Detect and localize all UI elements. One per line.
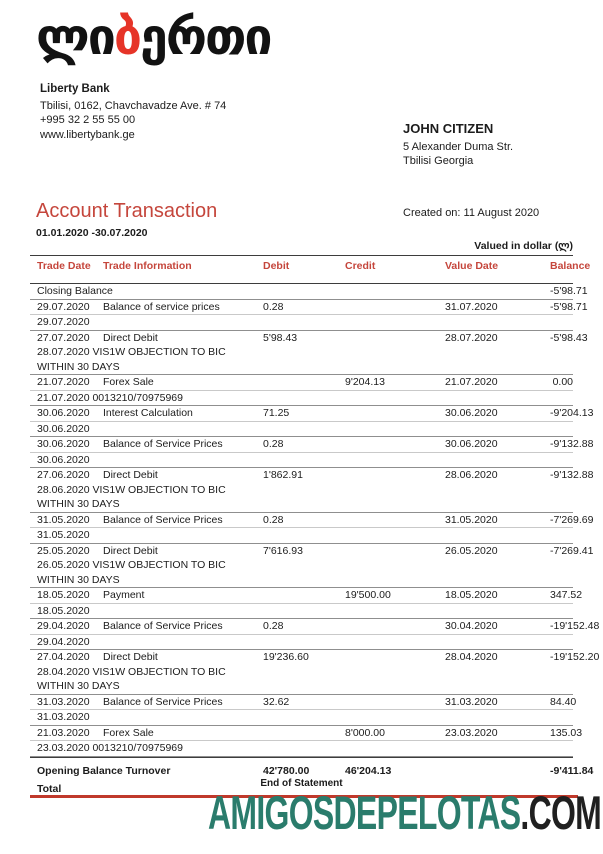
credit-cell [345,514,445,527]
transaction-continuation-line: 28.06.2020 VIS1W OBJECTION TO BIC [37,483,226,496]
value-date-cell: 31.05.2020 [445,513,498,526]
trade-date: 27.04.2020 [37,651,90,663]
bank-phone: +995 32 2 55 55 00 [40,114,136,126]
balance-cell: 0.00 [552,376,573,388]
footer-credit-total: 46'204.13 [345,764,392,777]
transaction-main-row [30,650,600,665]
balance-cell: -5'98.43 [550,331,588,344]
bank-website: www.libertybank.ge [40,128,135,141]
trade-info-cell [30,438,263,451]
debit-cell: 5'98.43 [263,331,298,344]
transaction-continuation-line: 23.03.2020 0013210/70975969 [37,742,183,754]
transaction-main-row [30,544,594,559]
trade-info-cell [30,514,263,527]
transaction-continuation-line: 29.04.2020 [37,635,90,648]
valued-in-label: Valued in dollar (ლ) [474,240,573,252]
credit-cell [345,301,445,314]
credit-cell: 19'500.00 [345,589,391,601]
header-value-date: Value Date [445,260,499,272]
balance-cell: -5'98.71 [550,285,588,297]
balance-cell: -5'98.71 [550,300,588,313]
liberty-bank-logo [36,6,271,68]
footer-label: Opening Balance Turnover [37,764,171,777]
transaction-row [30,284,588,300]
trade-date: 29.07.2020 [37,300,90,313]
transaction-main-row [30,331,588,346]
debit-cell: 7'616.93 [263,544,303,557]
trade-information: Balance of Service Prices [103,695,223,708]
header-balance: Balance [550,260,591,272]
trade-information: Direct Debit [103,651,158,663]
credit-cell [345,620,445,633]
transaction-continuation-line: 31.05.2020 [37,529,90,541]
trade-information: Forex Sale [103,726,154,739]
credit-cell [345,545,445,558]
watermark [207,786,601,839]
debit-cell [263,727,345,740]
trade-info-cell [30,545,263,558]
transaction-row [30,406,594,437]
value-date-cell: 28.07.2020 [445,331,498,344]
value-date-cell: 18.05.2020 [445,589,498,601]
watermark-com-text: .COM [520,786,601,839]
credit-cell: 9'204.13 [345,376,385,388]
balance-cell: 84.40 [550,695,577,708]
balance-cell: -7'269.41 [550,544,594,557]
trade-date: 31.03.2020 [37,695,90,708]
transaction-continuation-line: WITHIN 30 DAYS [37,680,120,692]
transaction-main-row [30,375,573,391]
transaction-main-row [30,468,594,483]
transaction-continuation-line: 31.03.2020 [37,711,90,723]
transaction-row [30,331,588,376]
footer-balance-total: -9'411.84 [550,764,594,777]
balance-cell: -9'132.88 [550,469,594,481]
transaction-main-row [30,619,600,635]
logo-text-red-letter: ბ [113,8,141,66]
balance-cell: -19'152.48 [550,620,600,632]
credit-cell [345,332,445,345]
transaction-row [30,437,594,468]
header-credit: Credit [345,260,376,272]
trade-info-cell [30,285,263,298]
transaction-main-row [30,588,583,604]
watermark-main-text: AMIGOSDEPELOTAS [207,786,521,839]
created-on: Created on: 11 August 2020 [403,207,540,219]
trade-info-cell [30,332,263,345]
trade-information: Direct Debit [103,544,158,557]
trade-date: 18.05.2020 [37,589,90,601]
trade-date: 27.06.2020 [37,469,90,481]
transaction-row [30,513,594,544]
transactions-table [30,255,600,796]
value-date-cell: 26.05.2020 [445,544,498,557]
debit-cell: 71.25 [263,407,290,419]
transaction-row [30,468,594,513]
value-date-cell: 30.04.2020 [445,620,498,632]
bank-address: Tbilisi, 0162, Chavchavadze Ave. # 74 [40,99,227,112]
trade-info-cell [30,589,263,602]
credit-cell [345,469,445,482]
transaction-row [30,726,583,757]
transaction-continuation-line: 30.06.2020 [37,422,90,435]
debit-cell [263,376,345,389]
trade-date: 21.03.2020 [37,726,90,739]
trade-information: Balance of Service Prices [103,513,223,526]
transaction-main-row [30,406,594,422]
balance-cell: -9'132.88 [550,438,594,450]
trade-information: Interest Calculation [103,407,193,419]
value-date-cell: 23.03.2020 [445,726,498,739]
footer-value-date-empty [445,764,550,778]
debit-cell [263,285,345,298]
value-date-cell [445,285,550,298]
trade-info-cell [30,696,263,709]
credit-cell: 8'000.00 [345,726,385,739]
transaction-main-row [30,284,588,299]
transaction-continuation-line: 18.05.2020 [37,604,90,617]
transaction-row [30,650,600,695]
credit-cell [345,285,445,298]
trade-information: Balance of Service Prices [103,620,223,632]
header-trade-information: Trade Information [103,260,192,272]
credit-cell [345,651,445,664]
footer-total-label: Total [37,782,62,795]
debit-cell: 0.28 [263,620,284,632]
debit-cell: 0.28 [263,513,284,526]
trade-information: Balance of Service Prices [103,438,223,450]
trade-info-cell [30,301,263,314]
trade-information: Closing Balance [37,285,113,297]
customer-address-line2: Tbilisi Georgia [403,155,474,167]
trade-date: 30.06.2020 [37,407,90,419]
credit-cell [345,407,445,420]
transaction-main-row [30,695,577,711]
trade-info-cell [30,727,263,740]
header-trade-date: Trade Date [37,260,91,272]
logo-text-left: ლი [36,8,114,66]
transaction-main-row [30,726,583,742]
balance-cell: -9'204.13 [550,407,594,419]
transaction-continuation-line: 30.06.2020 [37,453,90,466]
trade-info-cell [30,620,263,633]
trade-information: Balance of service prices [103,300,220,313]
table-header-trade [30,260,263,273]
transaction-continuation-line: WITHIN 30 DAYS [37,573,120,586]
footer-totals-row [30,763,594,779]
credit-cell [345,438,445,451]
balance-cell: 347.52 [550,589,583,601]
trade-date: 25.05.2020 [37,544,90,557]
trade-information: Forex Sale [103,376,154,388]
value-date-cell: 31.03.2020 [445,695,498,708]
transaction-continuation-line: WITHIN 30 DAYS [37,498,120,510]
value-date-cell: 21.07.2020 [445,376,498,388]
transaction-continuation-line: 21.07.2020 0013210/70975969 [37,391,183,404]
trade-date: 31.05.2020 [37,513,90,526]
transaction-continuation-line: 26.05.2020 VIS1W OBJECTION TO BIC [37,559,226,571]
trade-date: 27.07.2020 [37,331,90,344]
credit-cell [345,696,445,709]
transaction-row [30,375,573,406]
transaction-continuation-line: 28.04.2020 VIS1W OBJECTION TO BIC [37,665,226,678]
value-date-cell: 31.07.2020 [445,300,498,313]
transaction-continuation-line: 29.07.2020 [37,316,90,328]
trade-date: 29.04.2020 [37,620,90,632]
trade-information: Payment [103,589,145,601]
debit-cell: 0.28 [263,300,284,313]
transaction-row [30,300,588,331]
value-date-cell: 28.06.2020 [445,469,498,481]
footer-debit-total: 42'780.00 [263,764,310,777]
transaction-continuation-line: 28.07.2020 VIS1W OBJECTION TO BIC [37,346,226,358]
table-header-row [30,255,591,284]
customer-name: JOHN CITIZEN [403,121,494,136]
transaction-continuation-line: WITHIN 30 DAYS [37,360,120,373]
balance-cell: 135.03 [550,726,583,739]
bank-name: Liberty Bank [40,83,110,95]
debit-cell: 1'862.91 [263,469,303,481]
logo-text-right: ერთი [140,8,271,66]
debit-cell: 19'236.60 [263,651,309,663]
trade-info-cell [30,407,263,420]
end-of-statement: End of Statement [260,778,343,789]
statement-period: 01.01.2020 -30.07.2020 [36,227,148,239]
table-body [30,284,600,757]
bank-info-block [40,82,226,142]
trade-info-cell [30,376,263,389]
transaction-main-row [30,513,594,529]
trade-information: Direct Debit [103,469,158,481]
header-debit: Debit [263,260,290,272]
debit-cell: 32.62 [263,695,290,708]
value-date-cell: 30.06.2020 [445,407,498,419]
transaction-main-row [30,300,588,316]
trade-date: 30.06.2020 [37,438,90,450]
trade-date: 21.07.2020 [37,376,90,388]
trade-info-cell [30,469,263,482]
balance-cell: -7'269.69 [550,513,594,526]
transaction-row [30,544,594,589]
value-date-cell: 30.06.2020 [445,438,498,450]
customer-block [403,122,513,169]
statement-title: Account Transaction [36,200,218,222]
transaction-main-row [30,437,594,453]
debit-cell [263,589,345,602]
transaction-row [30,588,583,619]
customer-address-line1: 5 Alexander Duma Str. [403,140,514,153]
debit-cell: 0.28 [263,438,284,450]
balance-cell: -19'152.20 [550,651,600,663]
trade-info-cell [30,651,263,664]
transaction-row [30,619,600,650]
transaction-row [30,695,577,726]
value-date-cell: 28.04.2020 [445,651,498,663]
trade-information: Direct Debit [103,331,158,344]
